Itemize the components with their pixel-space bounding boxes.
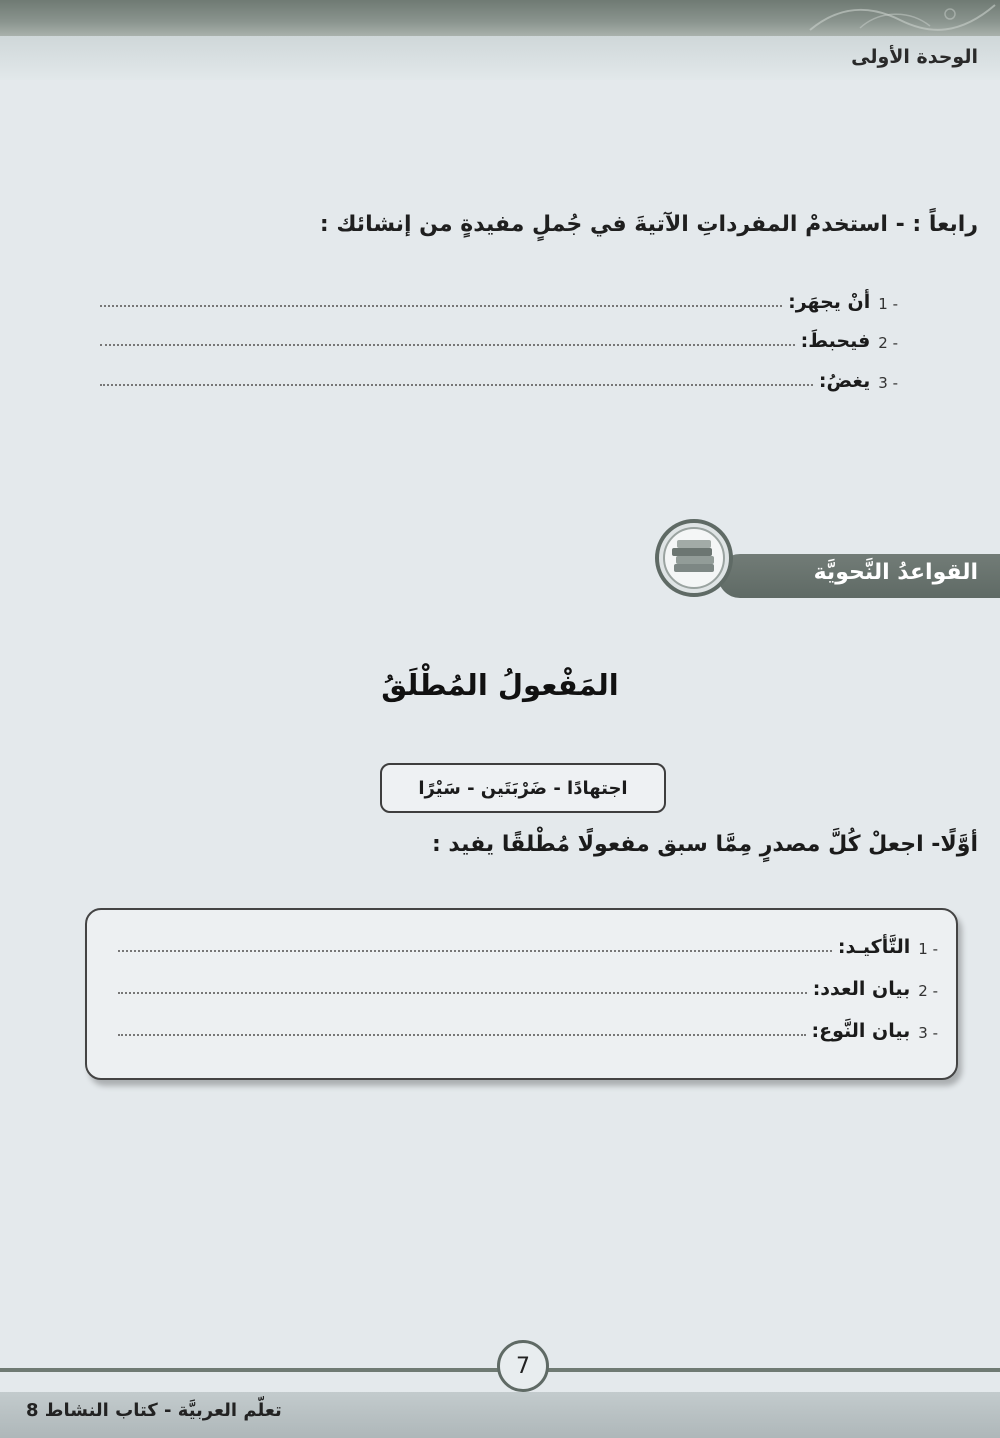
answer-line[interactable] <box>100 384 813 386</box>
item-number: 1 - <box>918 940 938 958</box>
item-word: يغضُ: <box>818 370 871 392</box>
exercise4-item-3 <box>100 366 898 392</box>
exercise1-item-2 <box>118 974 938 1000</box>
exercise4-item-2 <box>100 326 898 352</box>
lesson-title: المَفْعولُ المُطْلَقُ <box>381 668 619 702</box>
item-word: بيان النَّوع: <box>811 1020 911 1042</box>
books-stack-icon <box>654 518 734 598</box>
header-strip <box>0 36 1000 80</box>
answer-line[interactable] <box>118 1034 806 1036</box>
item-number: 2 - <box>918 982 938 1000</box>
item-number: 3 - <box>918 1024 938 1042</box>
section-label: القواعدُ النَّحويَّة <box>813 560 978 585</box>
item-number: 3 - <box>878 374 898 392</box>
item-word: فيحبطَ: <box>800 330 871 352</box>
exercise4-item-1 <box>100 287 898 313</box>
exercise4-heading: رابعاً : - استخدمْ المفرداتِ الآتيةَ في جُملٍ مفيدةٍ من إنشائك : <box>319 212 978 237</box>
exercise1-item-1 <box>118 932 938 958</box>
answer-line[interactable] <box>100 305 782 307</box>
item-number: 1 - <box>878 295 898 313</box>
unit-title: الوحدة الأولى <box>851 46 978 68</box>
word-bank-box: اجتهادًا - ضَرْبَتَين - سَيْرًا <box>380 763 666 813</box>
item-word: بيان العدد: <box>812 978 911 1000</box>
item-word: التَّأكيـد: <box>837 936 911 958</box>
answer-line[interactable] <box>100 344 795 346</box>
book-title: تعلّم العربيَّة - كتاب النشاط 8 <box>26 1400 282 1421</box>
floral-ornament-icon <box>800 0 1000 36</box>
item-number: 2 - <box>878 334 898 352</box>
page-number: 7 <box>497 1340 549 1392</box>
answer-line[interactable] <box>118 950 832 952</box>
answer-line[interactable] <box>118 992 807 994</box>
exercise1-item-3 <box>118 1016 938 1042</box>
item-word: أنْ يجهَر: <box>788 291 871 313</box>
exercise1-heading: أوَّلًا- اجعلْ كُلَّ مصدرٍ مِمَّا سبق مفعولًا مُطْلقًا يفيد : <box>431 832 978 857</box>
